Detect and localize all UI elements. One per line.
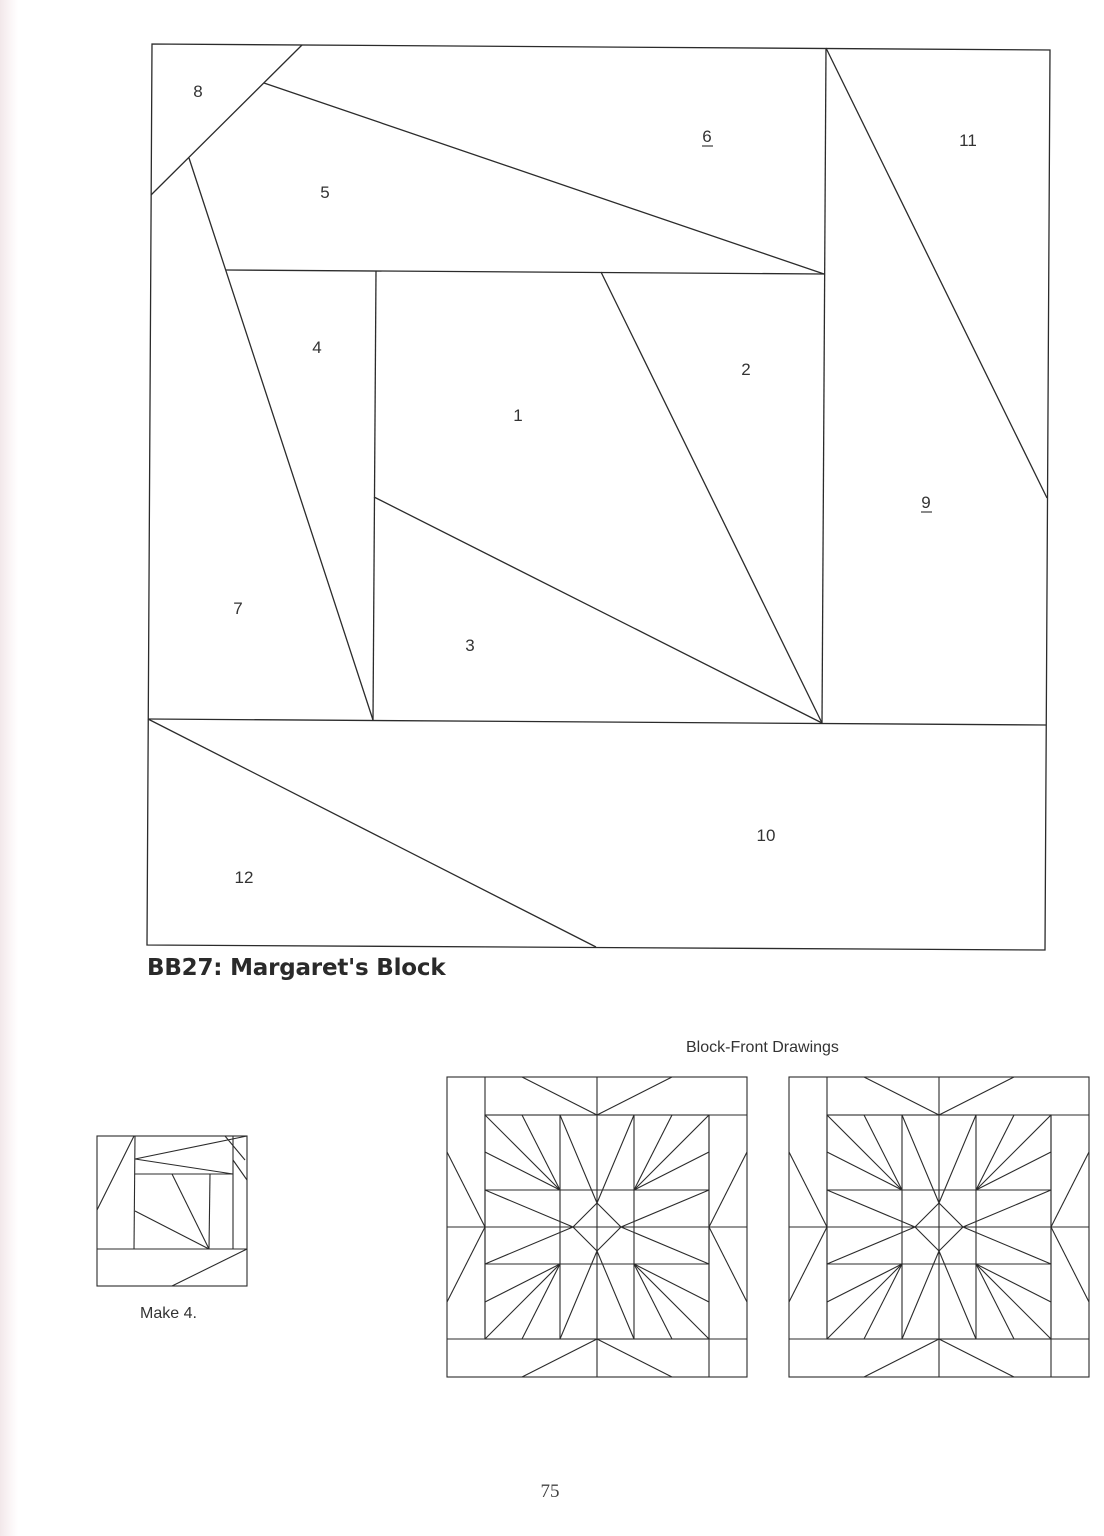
piece-label-6: 6 — [702, 127, 712, 146]
piece-label-5: 5 — [320, 183, 330, 202]
make-4-caption: Make 4. — [140, 1305, 197, 1322]
piece-label-8: 8 — [193, 82, 203, 101]
page-number: 75 — [540, 1481, 560, 1502]
piece-label-11: 11 — [959, 131, 977, 150]
block-front-drawing-2 — [789, 1077, 1089, 1377]
piece-label-7: 7 — [233, 599, 243, 618]
piece-label-2: 2 — [741, 360, 751, 379]
piece-label-1: 1 — [513, 406, 523, 425]
block-front-drawings-caption: Block-Front Drawings — [686, 1039, 839, 1056]
block-title: BB27: Margaret's Block — [147, 955, 446, 981]
piece-label-12: 12 — [234, 868, 254, 887]
piece-label-9: 9 — [921, 493, 931, 512]
piece-label-10: 10 — [756, 826, 776, 845]
block-front-drawing-1 — [447, 1077, 747, 1377]
piece-label-3: 3 — [465, 636, 475, 655]
piece-label-4: 4 — [312, 338, 322, 357]
